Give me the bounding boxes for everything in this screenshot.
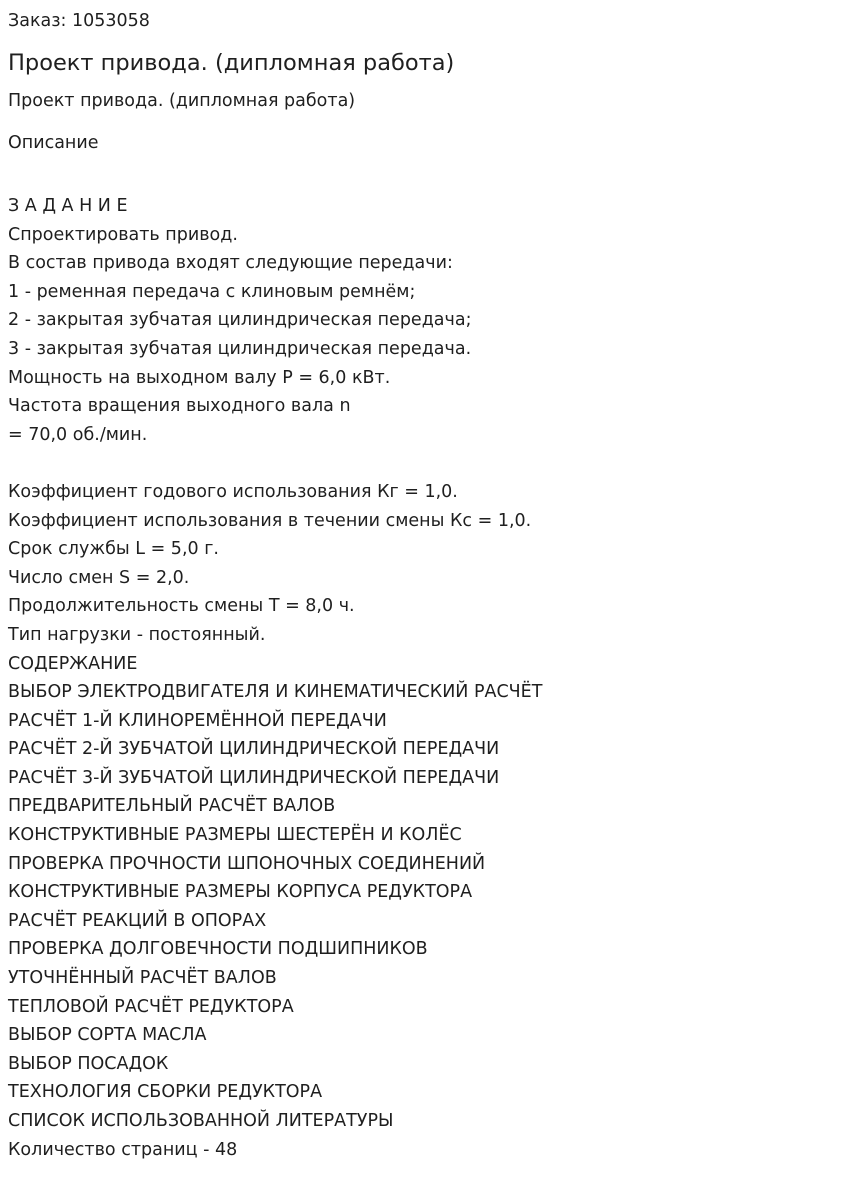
task-line: 1 - ременная передача с клиновым ремнём;: [8, 281, 416, 302]
page-title: Проект привода. (дипломная работа): [8, 50, 455, 76]
contents-item: РАСЧЁТ 2-Й ЗУБЧАТОЙ ЦИЛИНДРИЧЕСКОЙ ПЕРЕДАЧИ: [8, 739, 500, 760]
contents-item: ПРОВЕРКА ДОЛГОВЕЧНОСТИ ПОДШИПНИКОВ: [8, 939, 428, 960]
contents-item: ПРОВЕРКА ПРОЧНОСТИ ШПОНОЧНЫХ СОЕДИНЕНИЙ: [8, 853, 486, 874]
spacer: [8, 449, 839, 478]
contents-item: ТЕПЛОВОЙ РАСЧЁТ РЕДУКТОРА: [8, 996, 294, 1017]
contents-item: РАСЧЁТ 1-Й КЛИНОРЕМЁННОЙ ПЕРЕДАЧИ: [8, 710, 387, 731]
description-body: [8, 192, 839, 1164]
contents-item: ВЫБОР ПОСАДОК: [8, 1053, 169, 1074]
contents-item: ВЫБОР ЭЛЕКТРОДВИГАТЕЛЯ И КИНЕМАТИЧЕСКИЙ РАСЧЁТ: [8, 682, 543, 703]
contents-item: УТОЧНЁННЫЙ РАСЧЁТ ВАЛОВ: [8, 968, 277, 989]
contents-item: СПИСОК ИСПОЛЬЗОВАННОЙ ЛИТЕРАТУРЫ: [8, 1111, 394, 1131]
order-number: Заказ: 1053058: [8, 11, 150, 31]
contents-item: ВЫБОР СОРТА МАСЛА: [8, 1025, 207, 1046]
contents-item: РАСЧЁТ РЕАКЦИЙ В ОПОРАХ: [8, 910, 267, 931]
task-line: 2 - закрытая зубчатая цилиндрическая передача;: [8, 310, 472, 331]
task-param: Коэффициент годового использования Кг = 1,0.: [8, 481, 458, 502]
task-param: Срок службы L = 5,0 г.: [8, 539, 219, 560]
task-line: 3 - закрытая зубчатая цилиндрическая передача.: [8, 338, 472, 359]
contents-item: ПРЕДВАРИТЕЛЬНЫЙ РАСЧЁТ ВАЛОВ: [8, 796, 336, 817]
task-line: Мощность на выходном валу P = 6,0 кВт.: [8, 367, 391, 388]
task-param: Число смен S = 2,0.: [8, 567, 190, 588]
contents-item: КОНСТРУКТИВНЫЕ РАЗМЕРЫ КОРПУСА РЕДУКТОРА: [8, 882, 473, 903]
task-param: Продолжительность смены T = 8,0 ч.: [8, 596, 355, 617]
task-line: В состав привода входят следующие передачи:: [8, 253, 453, 274]
task-param: Коэффициент использования в течении смены Кс = 1,0.: [8, 510, 532, 531]
task-param: Тип нагрузки - постоянный.: [8, 624, 266, 645]
task-line: = 70,0 об./мин.: [8, 424, 148, 445]
contents-item: ТЕХНОЛОГИЯ СБОРКИ РЕДУКТОРА: [8, 1082, 323, 1103]
description-label: Описание: [8, 133, 99, 153]
task-heading: З А Д А Н И Е: [8, 196, 128, 216]
contents-item: КОНСТРУКТИВНЫЕ РАЗМЕРЫ ШЕСТЕРЁН И КОЛЁС: [8, 825, 462, 846]
contents-item: РАСЧЁТ 3-Й ЗУБЧАТОЙ ЦИЛИНДРИЧЕСКОЙ ПЕРЕДАЧИ: [8, 767, 500, 788]
page-subtitle: Проект привода. (дипломная работа): [8, 91, 356, 111]
contents-heading: СОДЕРЖАНИЕ: [8, 653, 138, 674]
task-line: Спроектировать привод.: [8, 224, 238, 245]
page-count: Количество страниц - 48: [8, 1139, 238, 1160]
task-line: Частота вращения выходного вала n: [8, 396, 351, 417]
